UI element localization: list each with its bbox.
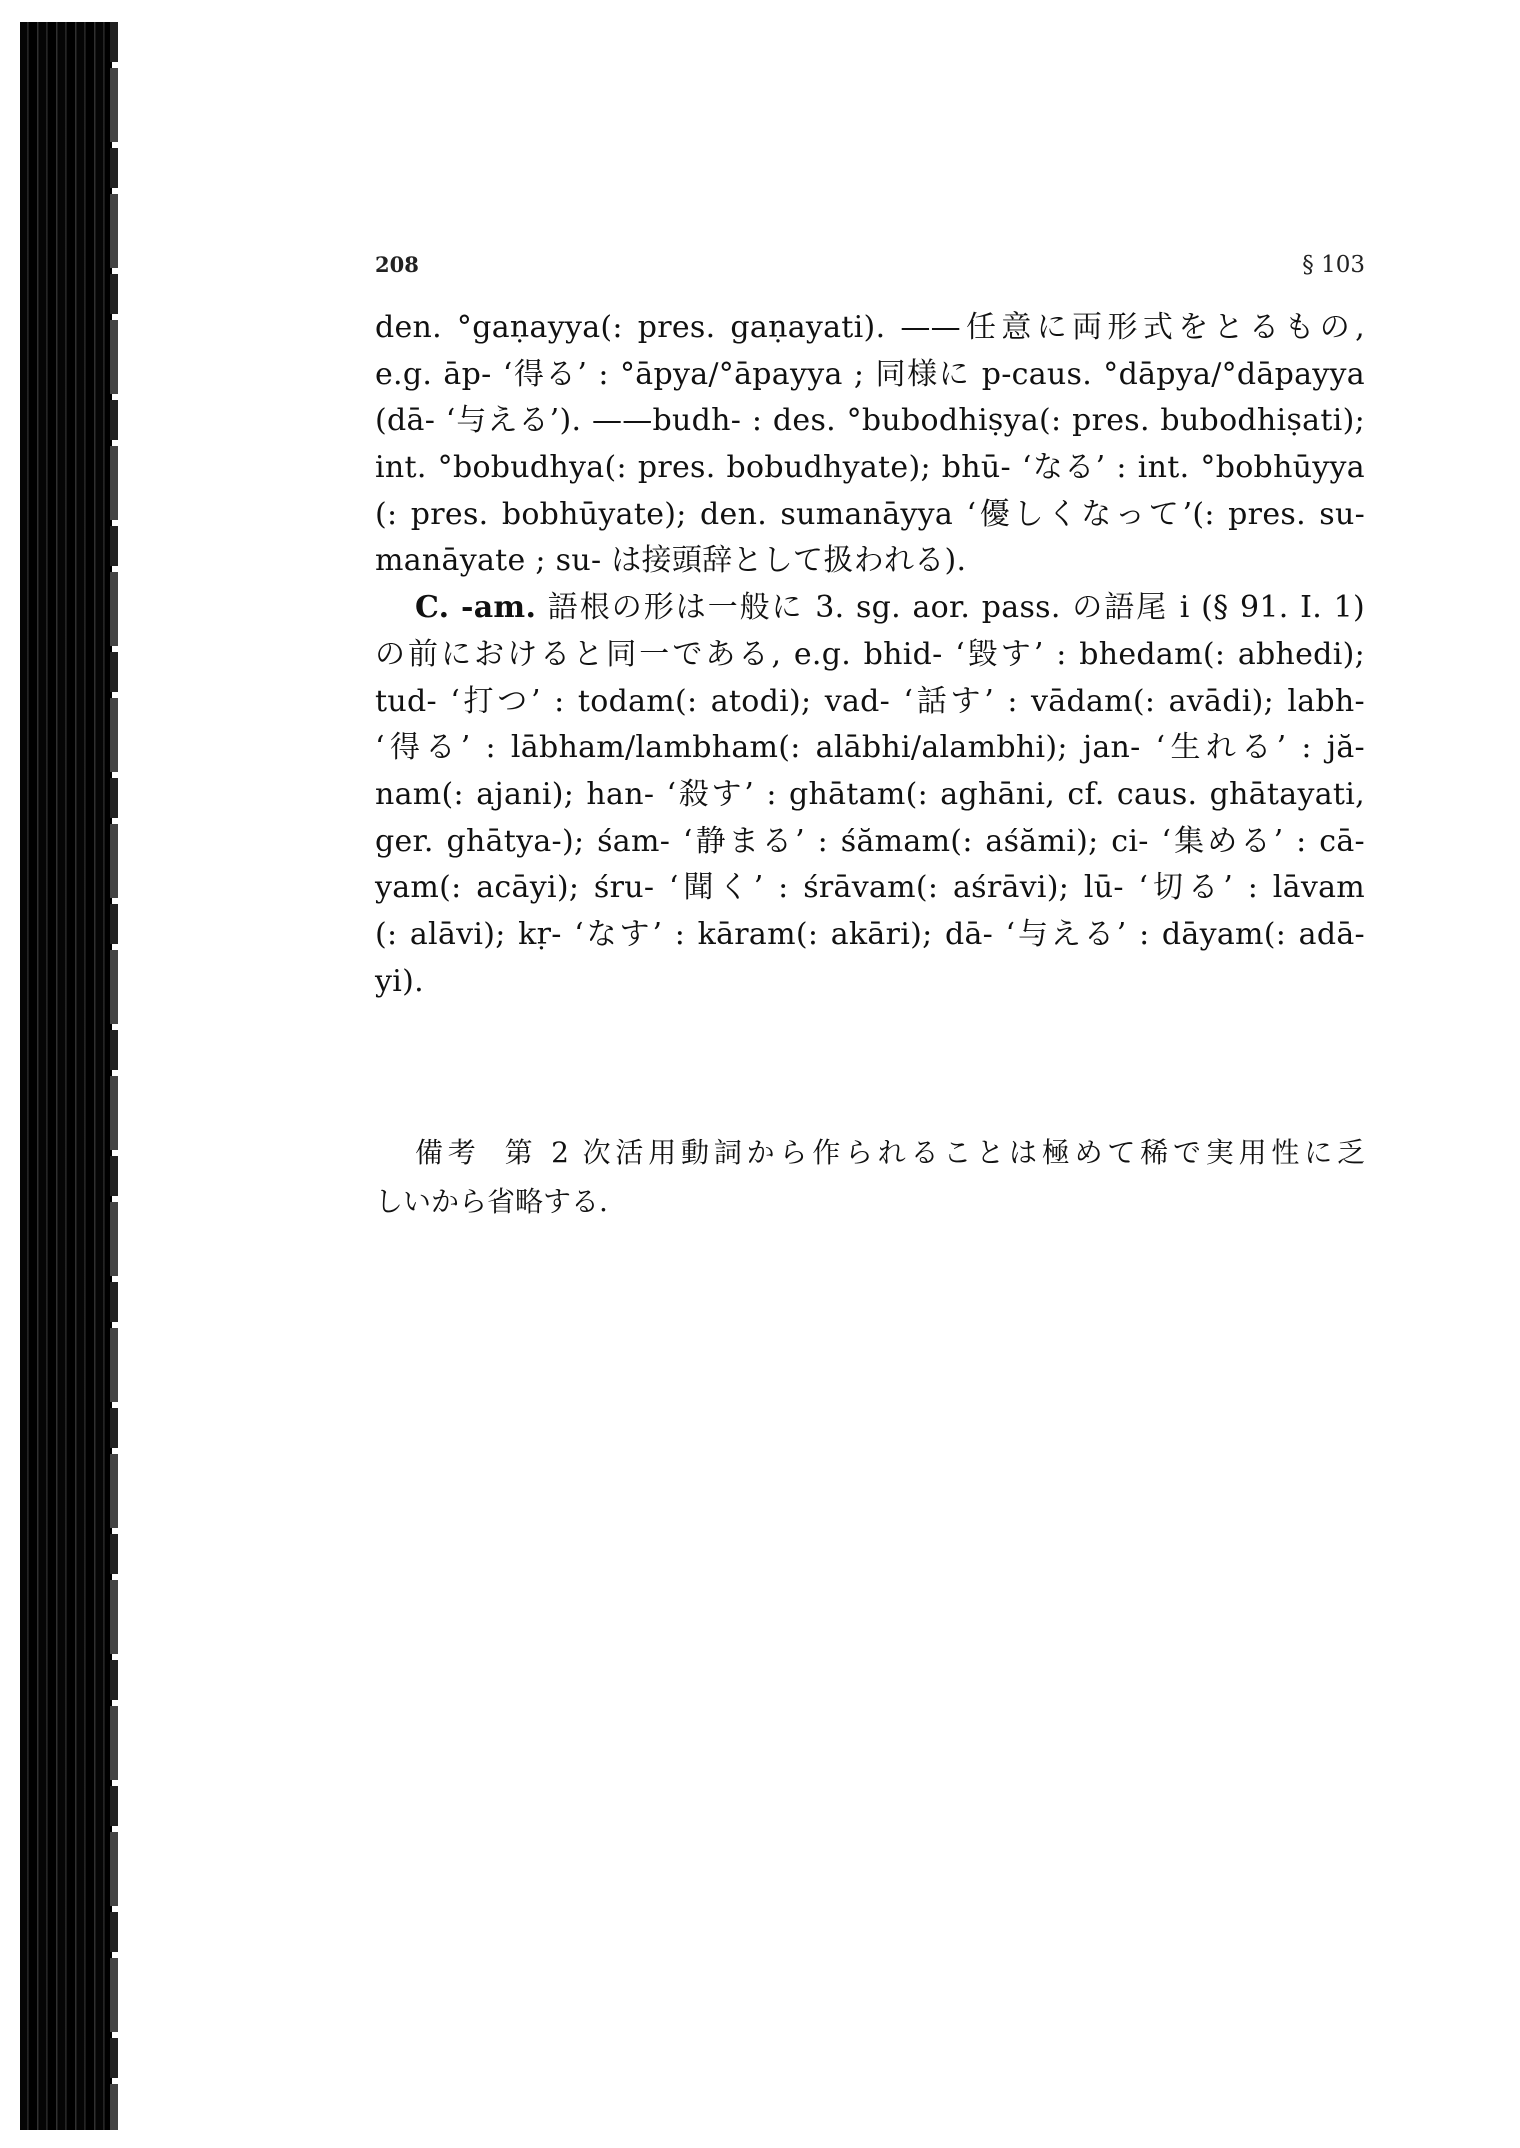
text-line: manāyate ; su- は接頭辞として扱われる). <box>375 543 967 579</box>
paragraph-2 <box>375 585 1365 1005</box>
text-line: の前におけると同一である, e.g. bhid- ‘毀す’ : bhedam(: abhedi); <box>375 636 1365 672</box>
text-line: tud- ‘打つ’ : todam(: atodi); vad- ‘話す’ : vādam(: avādi); labh- <box>375 683 1365 719</box>
section-label: C. <box>415 590 450 626</box>
book-spine-shadow <box>20 22 112 2130</box>
remark-note <box>375 1128 1365 1226</box>
text-line: nam(: ajani); han- ‘殺す’ : ghātam(: aghāni, cf. caus. ghātayati, <box>375 776 1365 812</box>
body-text <box>375 305 1365 1005</box>
text-line: yam(: acāyi); śru- ‘聞く’ : śrāvam(: aśrāvi); lū- ‘切る’ : lāvam <box>375 870 1365 906</box>
page-number: 208 <box>375 252 419 277</box>
text-span: 第 2 次活用動詞から作られることは極めて稀で実用性に乏 <box>504 1136 1365 1169</box>
text-line: yi). <box>375 963 424 999</box>
text-line: int. °bobudhya(: pres. bobudhyate); bhū- ‘なる’ : int. °bobhūyya <box>375 450 1365 486</box>
note-label: 備考 <box>415 1136 481 1169</box>
text-line <box>375 585 1365 632</box>
text-line: den. °gaṇayya(: pres. gaṇayati). ——任意に両形式をとるもの, <box>375 310 1365 345</box>
section-mark: § 103 <box>1302 252 1365 278</box>
text-line: ger. ghātya-); śam- ‘静まる’ : śămam(: aśămi); ci- ‘集める’ : cā- <box>375 823 1365 859</box>
text-line <box>375 1128 1365 1177</box>
suffix-heading: -am. <box>460 590 537 626</box>
text-line: (: alāvi); kṛ- ‘なす’ : kāram(: akāri); dā- ‘与える’ : dāyam(: adā- <box>375 916 1365 952</box>
text-span: 語根の形は一般に 3. sg. aor. pass. の語尾 i (§ 91. I. 1) <box>547 590 1365 626</box>
paragraph-1 <box>375 305 1365 585</box>
page-header <box>375 252 1365 292</box>
text-line: e.g. āp- ‘得る’ : °āpya/°āpayya ; 同様に p-caus. °dāpya/°dāpayya <box>375 356 1365 392</box>
text-line: (dā- ‘与える’). ——budh- : des. °bubodhiṣya(: pres. bubodhiṣati); <box>375 403 1365 439</box>
text-line: (: pres. bobhūyate); den. sumanāyya ‘優しくなって’(: pres. su- <box>375 496 1365 532</box>
text-line: しいから省略する. <box>375 1185 608 1218</box>
text-line: ‘得る’ : lābham/lambham(: alābhi/alambhi); jan- ‘生れる’ : jă- <box>375 730 1365 766</box>
